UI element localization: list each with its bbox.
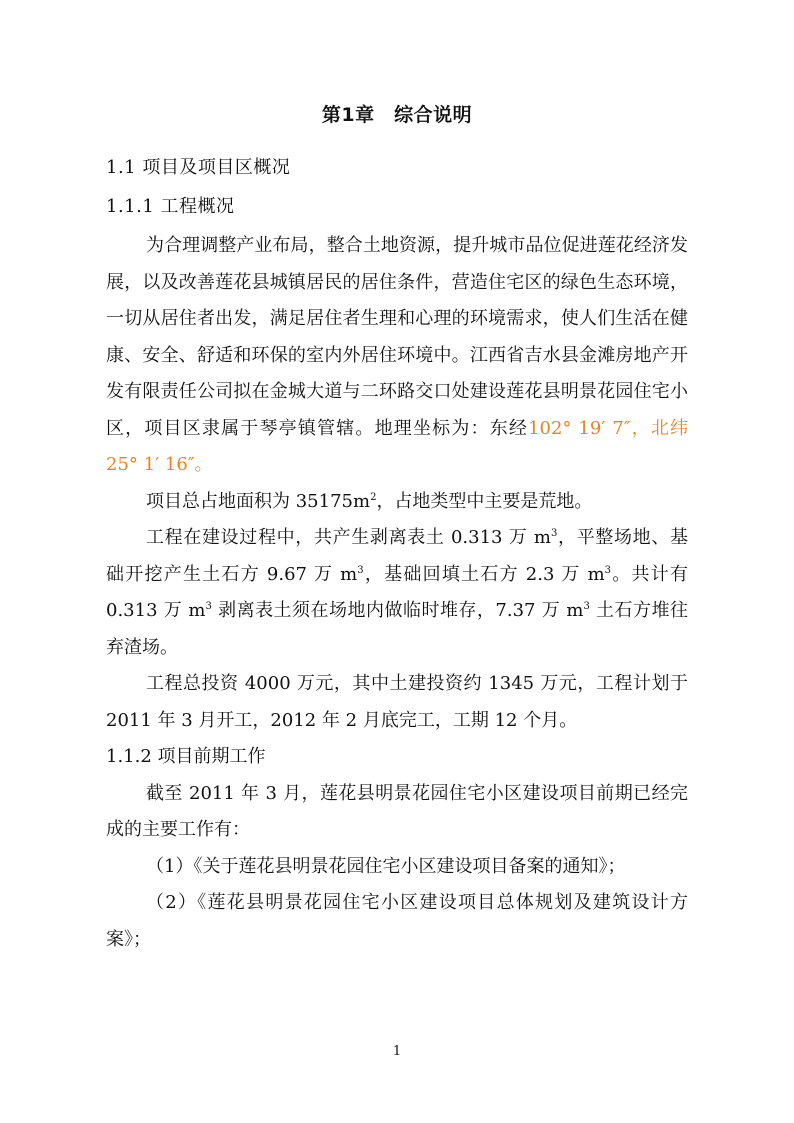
- section-heading-1-1-2: 1.1.2 项目前期工作: [106, 746, 266, 767]
- chapter-title: 第1章 综合说明: [321, 104, 473, 126]
- paragraph-investment: 工程总投资 4000 万元，其中土建投资约 1345 万元，工程计划于 2011 年 3 月开工，2012 年 2 月底完工，工期 12 个月。: [106, 673, 688, 731]
- earthwork-text-b: ，平整场地、基础开挖产生土石方 9.67 万 m: [106, 527, 689, 585]
- superscript: 2: [370, 491, 377, 503]
- paragraph-earthwork: [106, 520, 688, 666]
- section-heading-1-1: 1.1 项目及项目区概况: [106, 157, 291, 178]
- earthwork-text-c: ，基础回填土石方 2.3 万 m: [363, 563, 605, 585]
- earthwork-text-a: 工程在建设过程中，共产生剥离表土 0.313 万 m: [146, 527, 551, 548]
- superscript: 3: [551, 528, 558, 539]
- section-heading-1-1-1: 1.1.1 工程概况: [106, 196, 235, 217]
- superscript: 3: [205, 601, 212, 612]
- paragraph-prelim-work: 截至 2011 年 3 月，莲花县明景花园住宅小区建设项目前期已经完成的主要工作有：: [106, 782, 688, 840]
- earthwork-text-f: 土石方堆往弃渣场。: [106, 600, 689, 658]
- area-text: 项目总占地面积为 35175m: [146, 490, 371, 512]
- earthwork-text-e: 剥离表土须在场地内做临时堆存，7.37 万 m: [211, 600, 584, 621]
- overview-text: 为合理调整产业布局，整合土地资源，提升城市品位促进莲花经济发展，以及改善莲花县城镇居民的居住条件，营造住宅区的绿色生态环境，一切从居住者出发，满足居住者生理和心理的环境需求，使人们生活在健康、安全、舒适和环保的室内外居住环境中。江西省吉水县金滩房地产开发有限责任公司拟在金城大道与二环路交口处建设莲花县明景花园住宅小区，项目区隶属于琴亭镇管辖。地理坐标为：东经: [106, 235, 688, 439]
- coordinates-text: 102° 19′ 7″，北纬 25° 1′ 16″。: [106, 417, 689, 475]
- earthwork-text-d: 。共计有 0.313 万 m: [106, 563, 689, 621]
- list-item-2: （2）《莲花县明景花园住宅小区建设项目总体规划及建筑设计方案》；: [106, 892, 688, 950]
- paragraph-overview: [106, 228, 688, 484]
- list-item-1: （1）《关于莲花县明景花园住宅小区建设项目备案的通知》；: [146, 855, 626, 877]
- superscript: 3: [357, 564, 364, 576]
- superscript: 3: [604, 564, 612, 576]
- paragraph-area: [106, 484, 688, 521]
- superscript: 3: [583, 601, 590, 612]
- area-text-end: ，占地类型中主要是荒地。: [376, 490, 593, 512]
- body-text: [106, 228, 688, 958]
- page-number: 1: [392, 1044, 402, 1059]
